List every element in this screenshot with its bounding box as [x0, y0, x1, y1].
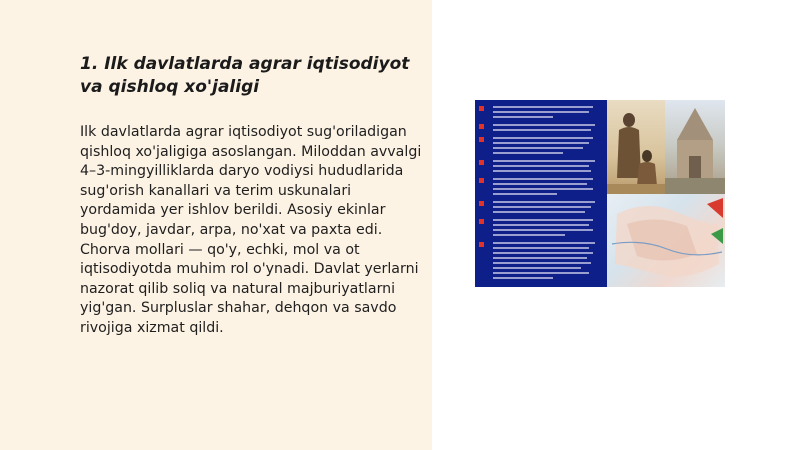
illustration-text-line — [493, 111, 589, 113]
illustration-text-line — [493, 178, 593, 180]
illustration-text-line — [493, 242, 595, 244]
illustration-text-line — [493, 137, 593, 139]
illustration-text-line — [493, 160, 595, 162]
illustration-text-line — [493, 188, 593, 190]
illustration-text-line — [493, 272, 589, 274]
illustration-text-line — [493, 124, 595, 126]
illustration-text-line — [493, 262, 591, 264]
slide-title: 1. Ilk davlatlarda agrar iqtisodiyot va qishloq xo'jaligi — [80, 54, 410, 97]
illustration-text-line — [493, 201, 595, 203]
bullet-marker — [479, 160, 484, 165]
mausoleum-drawing — [665, 100, 725, 194]
illustration-text-line — [493, 116, 553, 118]
illustration-text-line — [493, 252, 593, 254]
illustration-text-line — [493, 211, 585, 213]
illustration-text-line — [493, 277, 553, 279]
illustration-text-line — [493, 257, 587, 259]
illustration-text-line — [493, 247, 589, 249]
bullet-marker — [479, 124, 484, 129]
illustration-map — [607, 194, 725, 287]
slide-body-text: Ilk davlatlarda agrar iqtisodiyot sug'oriladigan qishloq xo'jaligiga asoslangan. Miloddan avvalgi 4–3-mingyilliklarda daryo vodiysi hududlarida sug'orish kanallari va terim uskunalari yordamida yer ishlov berildi. Asosiy ekinlar bug'doy, javdar, arpa, no'xat va paxta edi. Chorva mollari — qo'y, echki, mol va ot iqtisodiyotda muhim rol o'ynadi. Davlat yerlarni nazorat qilib soliq va natural majburiyatlarni yig'gan. Surpluslar shahar, dehqon va savdo rivojiga xizmat qildi. — [80, 124, 422, 336]
illustration-figures-photo — [607, 100, 665, 194]
illustration-text-line — [493, 267, 581, 269]
bullet-marker — [479, 106, 484, 111]
figures-drawing — [607, 100, 665, 194]
illustration-text-line — [493, 229, 593, 231]
illustration-text-line — [493, 206, 591, 208]
map-drawing — [607, 194, 725, 287]
illustration-text-line — [493, 183, 587, 185]
illustration-text-line — [493, 142, 589, 144]
illustration-text-line — [493, 219, 593, 221]
illustration-text-line — [493, 129, 591, 131]
bullet-marker — [479, 201, 484, 206]
illustration-text-line — [493, 106, 593, 108]
illustration-text-column — [475, 100, 607, 287]
bullet-marker — [479, 219, 484, 224]
bullet-marker — [479, 242, 484, 247]
illustration-text-line — [493, 193, 557, 195]
illustration-text-line — [493, 170, 591, 172]
illustration-text-line — [493, 152, 563, 154]
bullet-marker — [479, 178, 484, 183]
illustration-mausoleum-photo — [665, 100, 725, 194]
illustration-text-line — [493, 165, 589, 167]
bullet-marker — [479, 137, 484, 142]
illustration-text-line — [493, 224, 589, 226]
slide-illustration — [475, 100, 725, 287]
illustration-text-line — [493, 147, 583, 149]
illustration-text-line — [493, 234, 565, 236]
